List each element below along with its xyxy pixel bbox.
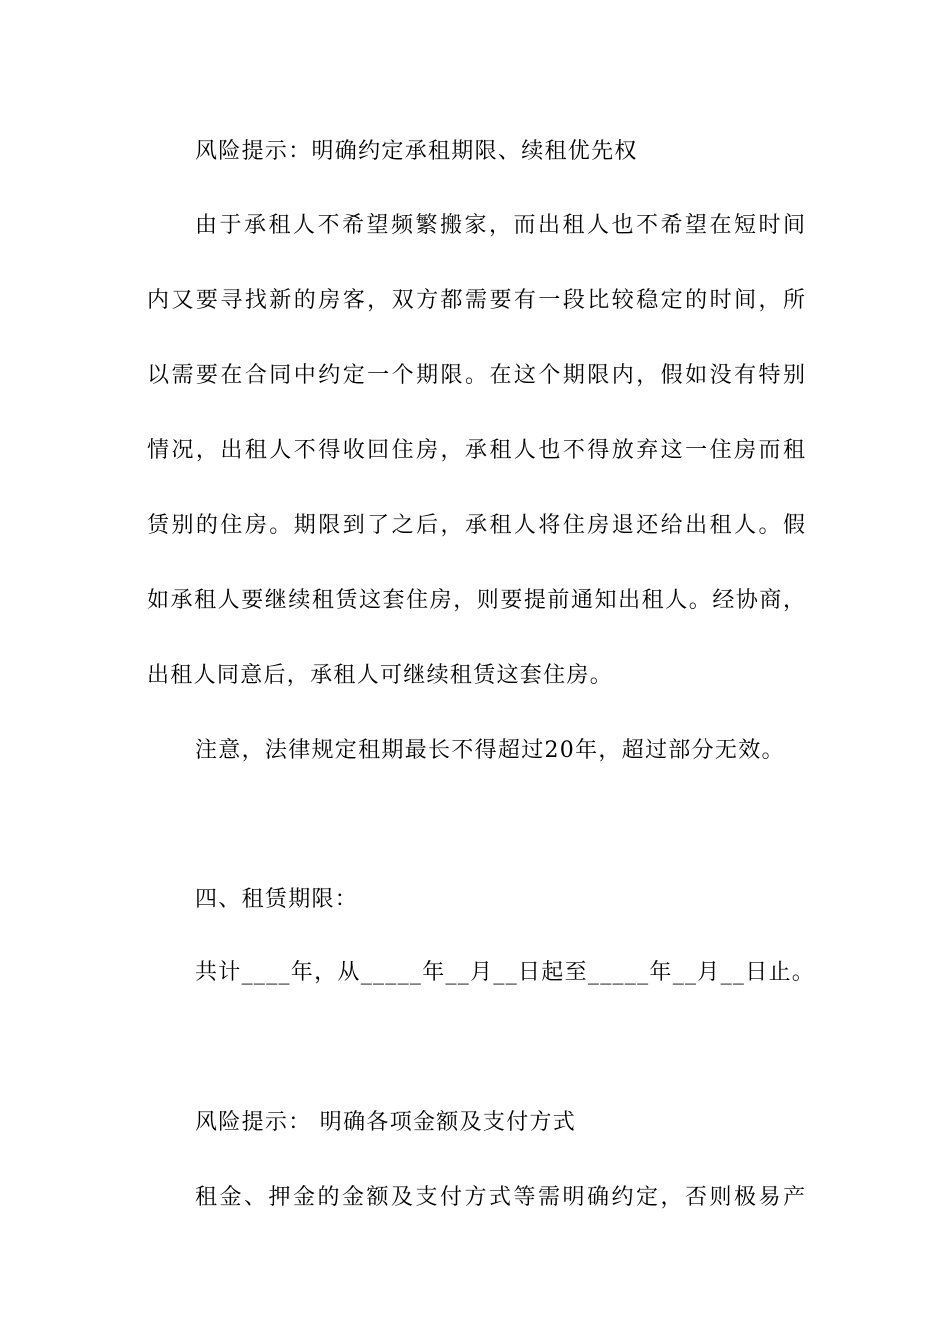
paragraph-line: 如承租人要继续租赁这套住房，则要提前通知出租人。经协商， (147, 588, 805, 613)
risk-tip-heading-2: 风险提示： 明确各项金额及支付方式 (195, 1110, 577, 1135)
note-line: 注意，法律规定租期最长不得超过20年，超过部分无效。 (195, 738, 785, 763)
paragraph-line: 赁别的住房。期限到了之后，承租人将住房退还给出租人。假 (147, 513, 805, 538)
paragraph-line: 内又要寻找新的房客，双方都需要有一段比较稳定的时间，所 (147, 288, 805, 313)
lease-term-fill-line: 共计____年，从_____年__月__日起至_____年__月__日止。 (195, 960, 816, 985)
paragraph-line: 情况，出租人不得收回住房，承租人也不得放弃这一住房而租 (147, 438, 805, 463)
section-heading-lease-term: 四、租赁期限： (195, 887, 359, 912)
paragraph-line: 租金、押金的金额及支付方式等需明确约定，否则极易产 (195, 1185, 805, 1210)
paragraph-line: 以需要在合同中约定一个期限。在这个期限内，假如没有特别 (147, 363, 805, 388)
risk-tip-heading-1: 风险提示：明确约定承租期限、续租优先权 (195, 139, 638, 164)
paragraph-line: 出租人同意后，承租人可继续租赁这套住房。 (147, 663, 614, 688)
paragraph-line: 由于承租人不希望频繁搬家，而出租人也不希望在短时间 (195, 213, 805, 238)
